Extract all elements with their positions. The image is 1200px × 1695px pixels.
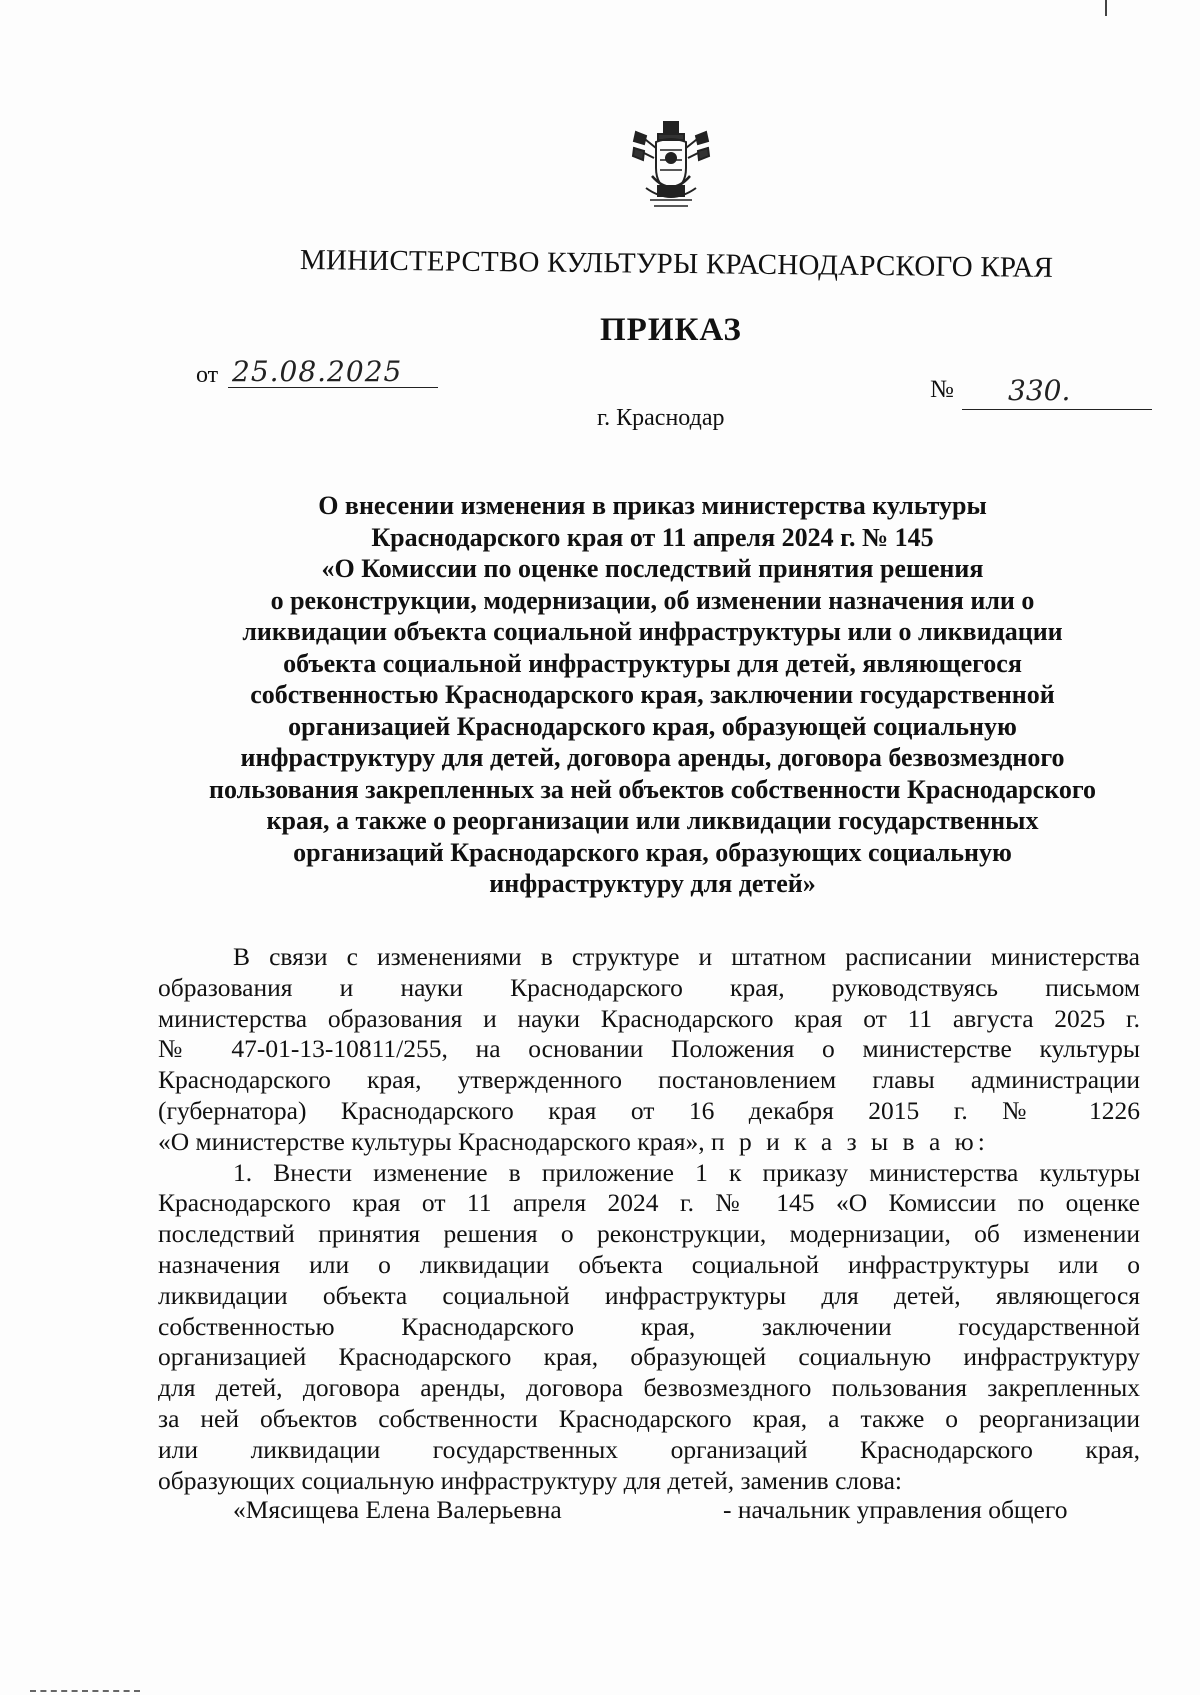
title-line: собственностью Краснодарского края, заключении государственной <box>250 680 1055 709</box>
body-line: В связи с изменениями в структуре и штатном расписании министерства <box>233 942 1140 971</box>
body-line: ликвидации объекта социальной инфраструктуры для детей, являющегося <box>158 1280 1140 1310</box>
title-line: «О Комиссии по оценке последствий принятия решения <box>321 554 984 583</box>
member-role: - начальник управления общего <box>723 1495 1068 1524</box>
member-name: «Мясищева Елена Валерьевна <box>233 1495 562 1524</box>
body-line: (губернатора) Краснодарского края от 16 декабря 2015 г. № 1226 <box>158 1095 1140 1125</box>
title-line: Краснодарского края от 11 апреля 2024 г. № 145 <box>371 522 934 552</box>
body-line: назначения или о ликвидации объекта социальной инфраструктуры или о <box>158 1249 1140 1279</box>
title-line: о реконструкции, модернизации, об изменении назначения или о <box>270 585 1035 615</box>
handwritten-date: 25.08.2025 <box>232 355 403 388</box>
body-line: последствий принятия решения о реконструкции, модернизации, об изменении <box>158 1219 1140 1249</box>
body-line: организацией Краснодарского края, образующей социальную инфраструктуру <box>158 1342 1140 1372</box>
body-line: министерства образования и науки Краснодарского края от 11 августа 2025 г. <box>158 1003 1140 1033</box>
number-prefix: № <box>930 376 954 403</box>
body-line: Краснодарского края от 11 апреля 2024 г. № 145 «О Комиссии по оценке <box>158 1188 1140 1218</box>
body-line <box>158 1127 1140 1158</box>
body-line: № 47-01-13-10811/255, на основании Положения о министерстве культуры <box>158 1034 1140 1064</box>
date-prefix: от <box>196 362 219 388</box>
body-line: 1. Внести изменение в приложение 1 к приказу министерства культуры <box>233 1157 1140 1187</box>
body-line-text: «О министерстве культуры Краснодарского края», <box>158 1126 705 1156</box>
title-line: инфраструктуру для детей, договора аренды, договора безвозмездного <box>240 743 1065 772</box>
scan-mark-bottom <box>30 1690 140 1692</box>
handwritten-number: 330. <box>1008 374 1071 407</box>
coat-of-arms-icon <box>630 118 712 218</box>
ministry-name: МИНИСТЕРСТВО КУЛЬТУРЫ КРАСНОДАРСКОГО КРАЯ <box>299 244 1054 284</box>
body-line: образования и науки Краснодарского края, руководствуясь письмом <box>158 972 1140 1002</box>
title-line: организаций Краснодарского края, образующих социальную <box>293 837 1012 867</box>
document-title <box>160 490 1145 900</box>
body-line: за ней объектов собственности Краснодарского края, а также о реорганизации <box>158 1403 1140 1433</box>
city: г. Краснодар <box>597 405 725 431</box>
body-line: Краснодарского края, утвержденного постановлением главы администрации <box>158 1065 1140 1095</box>
body-line: или ликвидации государственных организаций Краснодарского края, <box>158 1434 1140 1464</box>
document-type: ПРИКАЗ <box>600 312 742 348</box>
body-line: образующих социальную инфраструктуру для детей, заменив слова: <box>158 1465 902 1495</box>
title-line: инфраструктуру для детей» <box>489 869 816 898</box>
scan-mark <box>1105 0 1107 16</box>
number-underline <box>962 409 1152 410</box>
title-line: края, а также о реорганизации или ликвидации государственных <box>266 806 1039 835</box>
order-word: п р и к а з ы в а ю: <box>710 1126 989 1156</box>
title-line: объекта социальной инфраструктуры для детей, являющегося <box>283 648 1022 678</box>
title-line: организацией Краснодарского края, образующей социальную <box>288 711 1017 741</box>
title-line: пользования закрепленных за ней объектов собственности Краснодарского <box>208 774 1096 804</box>
title-line: ликвидации объекта социальной инфраструктуры или о ликвидации <box>242 617 1063 646</box>
document-body <box>158 942 1140 1496</box>
body-line: собственностью Краснодарского края, заключении государственной <box>158 1311 1140 1341</box>
commission-member-row <box>233 1495 1133 1525</box>
title-line: О внесении изменения в приказ министерства культуры <box>318 491 987 520</box>
body-line: для детей, договора аренды, договора безвозмездного пользования закрепленных <box>158 1373 1140 1403</box>
